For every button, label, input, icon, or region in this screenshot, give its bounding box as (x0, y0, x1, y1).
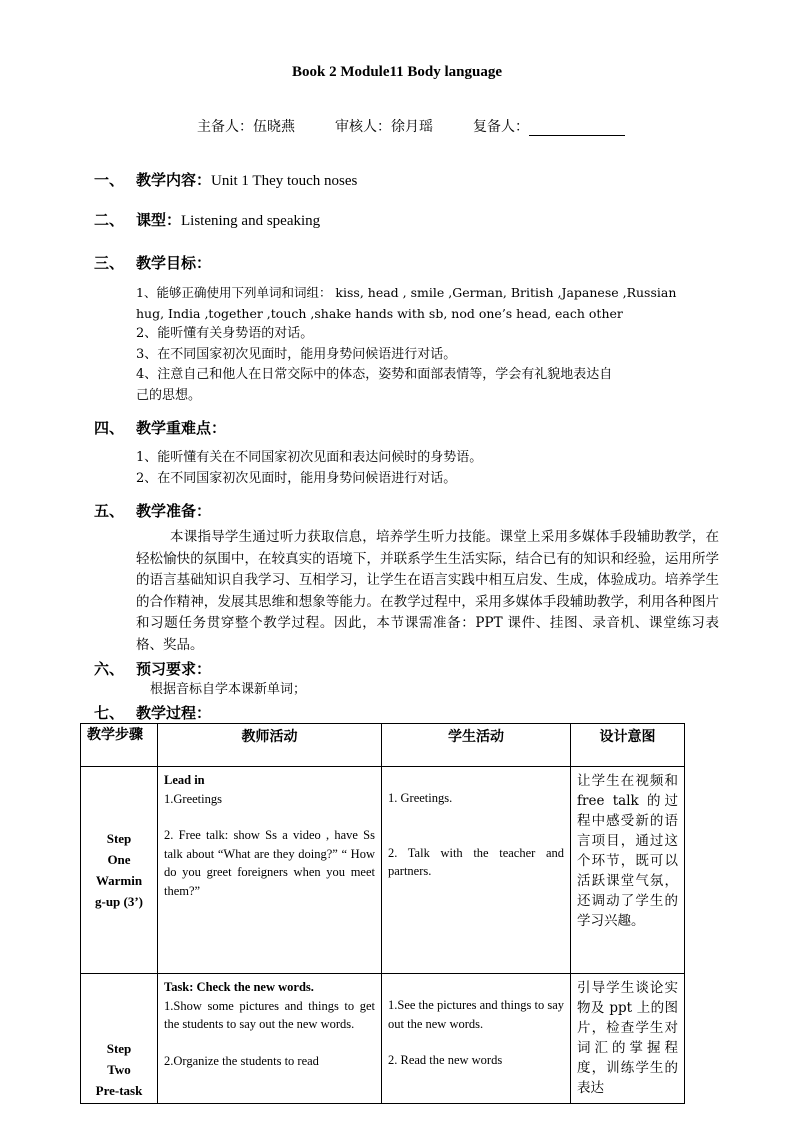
section-number: 三、 (94, 254, 125, 272)
step-line: Step (106, 831, 132, 846)
step-cell (81, 974, 158, 1104)
table-header-row (81, 724, 685, 767)
section-preparation (94, 500, 211, 521)
step-line: Pre-task (95, 1083, 143, 1098)
section-number: 五、 (94, 502, 125, 520)
teacher-activity-cell (158, 767, 382, 974)
objectives-list (136, 283, 719, 406)
objective-line: 己的思想。 (136, 387, 202, 403)
section-objectives (94, 252, 211, 273)
reviewer: 审核人：徐月瑶 (335, 119, 433, 135)
header-step: 教学步骤 (81, 724, 158, 767)
section-number: 二、 (94, 211, 125, 229)
teacher-activity-line: 1.Greetings (164, 791, 222, 806)
step-line: Two (107, 1062, 131, 1077)
process-table (80, 723, 685, 1104)
main-preparer: 主备人：伍晓燕 (197, 119, 295, 135)
spacer (164, 1034, 375, 1052)
step-line: One (107, 852, 131, 867)
student-activity-line: 1. Greetings. (388, 791, 453, 805)
section-label: 教学准备： (136, 502, 212, 520)
section-process (94, 702, 211, 723)
step-cell (81, 767, 158, 974)
step-line: Step (106, 1041, 132, 1056)
spacer (388, 1033, 564, 1051)
teacher-activity-cell (158, 974, 382, 1104)
design-intent-cell: 引导学生谈论实物及 ppt 上的图片，检查学生对词汇的掌握程度，训练学生的表达 (571, 974, 685, 1104)
section-value: Listening and speaking (181, 213, 321, 229)
objective-line: 2、能听懂有关身势语的对话。 (136, 326, 314, 341)
header-teacher: 教师活动 (158, 724, 382, 767)
section-number: 七、 (94, 704, 125, 722)
section-preview (94, 658, 211, 679)
teacher-activity-line: 2. Free talk: show Ss a video , have Ss talk about “What are they doing?” “ How do you greet foreigners when you meet them?” (164, 828, 375, 898)
student-activity-cell (382, 974, 571, 1104)
step-line: Warmin (95, 873, 143, 888)
table-row (81, 767, 685, 974)
design-intent-cell: 让学生在视频和 free talk 的过程中感受新的语言项目，通过这个环节，既可以活跃课堂气氛，还调动了学生的学习兴趣。 (571, 767, 685, 974)
section-label: 课型： (136, 211, 182, 229)
student-activity-line: 2. Read the new words (388, 1053, 503, 1067)
teacher-activity-line: 2.Organize the students to read (164, 1053, 319, 1068)
section-label: 教学过程： (136, 704, 212, 722)
section-number: 一、 (94, 171, 125, 189)
preview-text: 根据音标自学本课新单词； (150, 682, 307, 697)
table-row (81, 974, 685, 1104)
section-content (94, 169, 357, 190)
co-preparer-blank (529, 121, 625, 136)
section-number: 六、 (94, 660, 125, 678)
student-activity-line: 2. Talk with the teacher and partners. (388, 845, 564, 878)
section-type (94, 209, 320, 230)
student-activity-line: 1.See the pictures and things to say out the new words. (388, 998, 565, 1031)
section-label: 预习要求： (136, 660, 212, 678)
section-label: 教学目标： (136, 254, 212, 272)
key-point-line: 2、在不同国家初次见面时，能用身势问候语进行对话。 (136, 470, 457, 486)
header-student: 学生活动 (382, 724, 571, 767)
teacher-activity-title: Task: Check the new words. (164, 980, 314, 994)
preparers-line (197, 116, 625, 136)
co-preparer: 复备人： (473, 119, 529, 135)
objective-line: 1、能够正确使用下列单词和词组： kiss, head , smile ,German, British ,Japanese ,Russian (136, 285, 677, 300)
spacer (388, 808, 564, 844)
teacher-activity-line: 1.Show some pictures and things to get the students to say out the new words. (164, 998, 375, 1031)
section-key-points (94, 417, 226, 438)
section-value: Unit 1 They touch noses (211, 173, 358, 189)
key-points-list (136, 448, 482, 489)
student-activity-cell (382, 767, 571, 974)
preparation-paragraph: 本课指导学生通过听力获取信息，培养学生听力技能。课堂上采用多媒体手段辅助教学，在轻松愉快的氛围中，在较真实的语境下，并联系学生生活实际，结合已有的知识和经验，运用所学的语言基础知识自我学习、互相学习，让学生在语言实践中相互启发、生成，体验成功。培养学生的合作精神，发展其思维和想象等能力。在教学过程中，采用多媒体手段辅助教学，利用各种图片和习题任务贯穿整个教学过程。因此，本节课需准备：PPT 课件、挂图、录音机、课堂练习表格、奖品。 (136, 529, 719, 653)
document-title: Book 2 Module11 Body language (291, 64, 503, 80)
step-line: g-up (3’) (94, 894, 144, 909)
spacer (164, 808, 375, 826)
key-point-line: 1、能听懂有关在不同国家初次见面和表达问候时的身势语。 (136, 450, 483, 465)
teacher-activity-title: Lead in (164, 773, 205, 787)
section-label: 教学重难点： (136, 419, 227, 437)
objective-line: hug, India ,together ,touch ,shake hands with sb, nod one’s head, each other (136, 305, 623, 321)
objective-line: 3、在不同国家初次见面时，能用身势问候语进行对话。 (136, 346, 457, 362)
section-label: 教学内容： (136, 171, 212, 189)
objective-line: 4、注意自己和他人在日常交际中的体态，姿势和面部表情等，学会有礼貌地表达自 (136, 367, 613, 382)
header-intent: 设计意图 (571, 724, 685, 767)
section-number: 四、 (94, 419, 125, 437)
